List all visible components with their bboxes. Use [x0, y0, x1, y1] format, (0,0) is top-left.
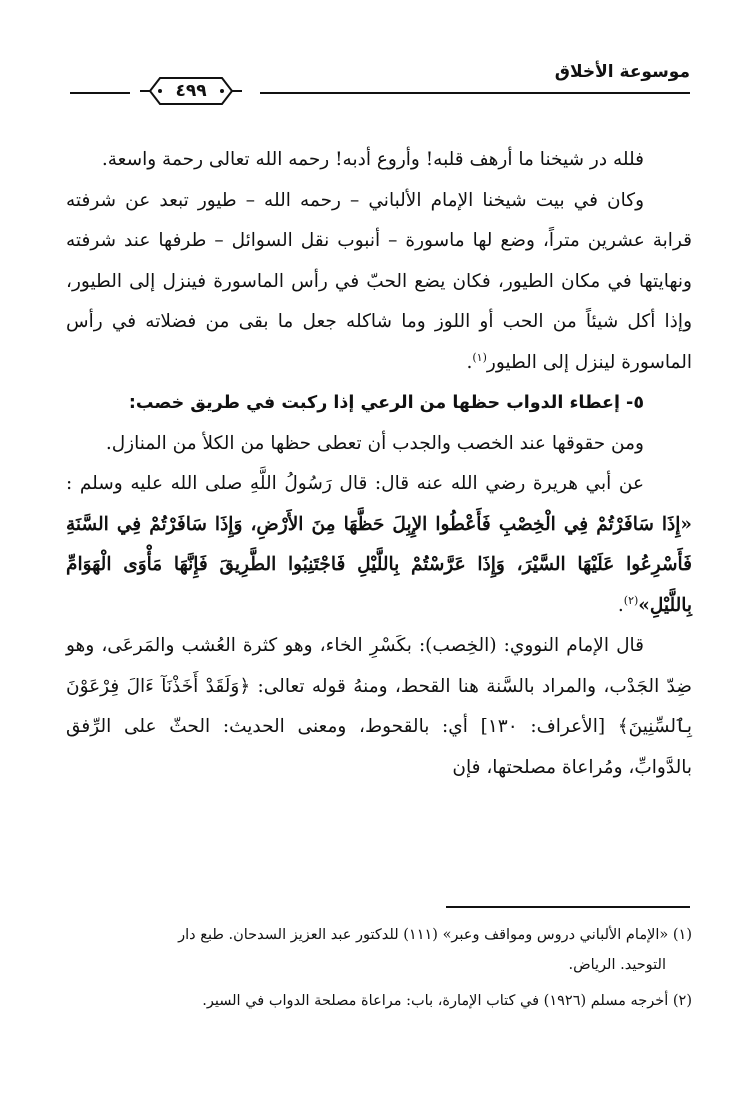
footnote-separator [446, 906, 690, 908]
footnote-ref-2: (٢) [623, 593, 639, 607]
book-title: موسوعة الأخلاق [554, 62, 690, 82]
paragraph-2-end: . [466, 351, 473, 373]
paragraph-5: قال الإمام النووي: (الخِصب): بكَسْرِ الخاء، وهو كثرة العُشب والمَرعَى، وهو ضِدّ الجَدْب، والمراد بالسَّنة هنا القحط، ومنهُ قوله تعالى: ﴿وَلَقَدْ أَخَذْنَآ ءَالَ فِرْعَوْنَ بِٱلسِّنِينَ﴾ [الأعراف: ١٣٠] أي: بالقحوط، ومعنى الحديث: الحثّ على الرِّفق بالدَّوابِّ، ومُراعاة مصلحتها، فإن [66, 635, 692, 778]
main-text [66, 140, 692, 788]
paragraph-3: ومن حقوقها عند الخصب والجدب أن تعطى حظها من الكلأ من المنازل. [105, 432, 644, 454]
footnote-ref-1: (١) [472, 350, 487, 364]
footnote-2-text: (٢) أخرجه مسلم (١٩٢٦) في كتاب الإمارة، باب: مراعاة مصلحة الدواب في السير. [202, 993, 692, 1009]
paragraph-1: فلله در شيخنا ما أرهف قلبه! وأروع أدبه! رحمه الله تعالى رحمة واسعة. [101, 149, 644, 170]
paragraph-2 [66, 181, 692, 384]
footnote-2 [66, 986, 692, 1016]
footnotes [66, 920, 692, 1022]
hadith-intro: عن أبي هريرة رضي الله عنه قال: قال رَسُولُ اللَّهِ صلى الله عليه وسلم : [66, 473, 644, 494]
hadith-text: «إِذَا سَافَرْتُمْ فِي الْخِصْبِ فَأَعْطُوا الإِبِلَ حَظَّهَا مِنَ الأَرْضِ، وَإِذَا سَافَرْتُمْ فِي السَّنَةِ فَأَسْرِعُوا عَلَيْهَا السَّيْرَ، وَإِذَا عَرَّسْتُمْ بِاللَّيْلِ فَاجْتَنِبُوا الطَّرِيقَ فَإِنَّهَا مَأْوَى الْهَوَامِّ بِاللَّيْلِ» [66, 513, 692, 616]
header-rule-left [70, 92, 130, 94]
page-number: ٤٩٩ [175, 81, 207, 101]
paragraph-2-text: وكان في بيت شيخنا الإمام الألباني – رحمه الله – طيور تبعد عن شرفته قرابة عشرين متراً، وضع لها ماسورة – أنبوب نقل السوائل – طرفها عند شرفته ونهايتها في مكان الطيور، فكان يضع الحبّ في رأس الماسورة فينزل إلى الطيور، وإذا أكل شيئاً من الحب أو اللوز وما شاكله جعل ما بقى من فضلاته في رأس الماسورة لينزل إلى الطيور [66, 189, 692, 373]
footnote-1 [66, 920, 692, 980]
page-number-frame [136, 74, 246, 108]
footnote-1-text: (١) «الإمام الألباني دروس ومواقف وعبر» (١١١) للدكتور عبد العزيز السدحان. طبع دار [178, 927, 692, 943]
section-heading: ٥- إعطاء الدواب حظها من الرعي إذا ركبت في طريق خصب: [128, 393, 644, 413]
paragraph-4-end: . [617, 594, 624, 616]
header-rule-right [260, 92, 690, 94]
paragraph-4 [66, 464, 692, 626]
footnote-1-continuation: التوحيد. الرياض. [568, 957, 666, 973]
page-header [60, 62, 690, 106]
